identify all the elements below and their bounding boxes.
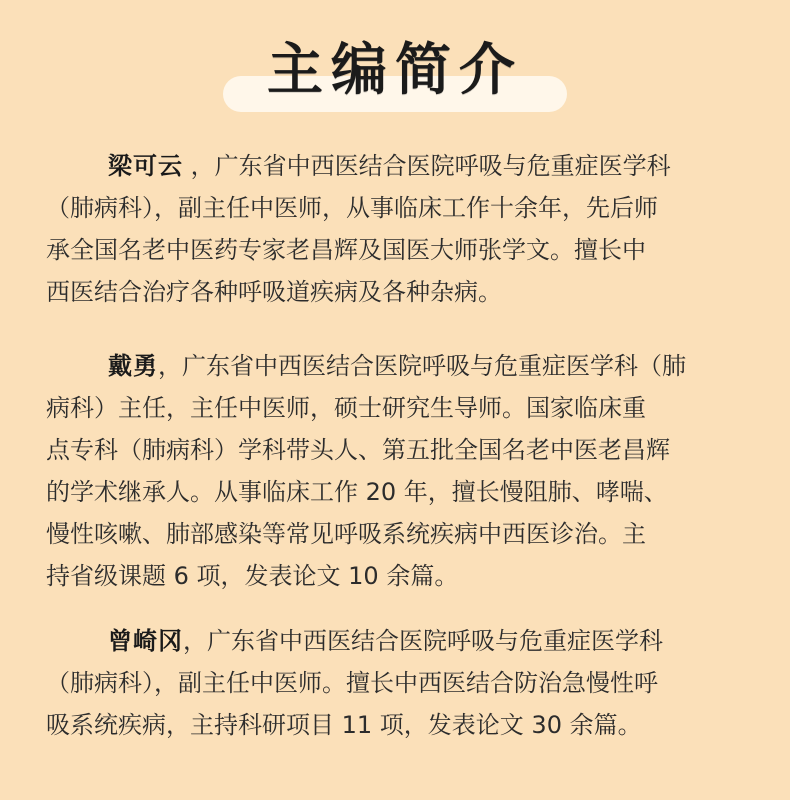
bio-line: 点专科（肺病科）学科带头人、第五批全国名老中医老昌辉 xyxy=(46,436,670,464)
bio-line xyxy=(46,345,746,387)
bio-line xyxy=(46,145,746,187)
page-title: 主编简介 xyxy=(267,37,523,103)
editor-name: 梁可云 xyxy=(108,152,183,180)
editor-bio-3 xyxy=(46,620,746,746)
bio-line: 承全国名老中医药专家老昌辉及国医大师张学文。擅长中 xyxy=(46,236,646,264)
bio-text: ，广东省中西医结合医院呼吸与危重症医学科（肺 xyxy=(158,352,686,380)
bio-line: 持省级课题 6 项，发表论文 10 余篇。 xyxy=(46,562,459,590)
bio-line: 吸系统疾病，主持科研项目 11 项，发表论文 30 余篇。 xyxy=(46,711,642,739)
editor-bio-1 xyxy=(46,145,746,313)
editor-name: 曾崎冈 xyxy=(108,627,183,655)
bio-line: （肺病科），副主任中医师，从事临床工作十余年，先后师 xyxy=(46,194,658,222)
bio-line xyxy=(46,620,746,662)
bio-line: 病科）主任，主任中医师，硕士研究生导师。国家临床重 xyxy=(46,394,646,422)
editor-bio-2 xyxy=(46,345,746,597)
bio-text: ，广东省中西医结合医院呼吸与危重症医学科 xyxy=(183,627,663,655)
title-banner xyxy=(0,34,790,112)
bio-line: 西医结合治疗各种呼吸道疾病及各种杂病。 xyxy=(46,278,502,306)
editor-name: 戴勇 xyxy=(108,352,158,380)
bio-text: ，广东省中西医结合医院呼吸与危重症医学科 xyxy=(183,152,671,180)
bio-line: 的学术继承人。从事临床工作 20 年，擅长慢阻肺、哮喘、 xyxy=(46,478,668,506)
bio-line: 慢性咳嗽、肺部感染等常见呼吸系统疾病中西医诊治。主 xyxy=(46,520,646,548)
bio-line: （肺病科），副主任中医师。擅长中西医结合防治急慢性呼 xyxy=(46,669,658,697)
